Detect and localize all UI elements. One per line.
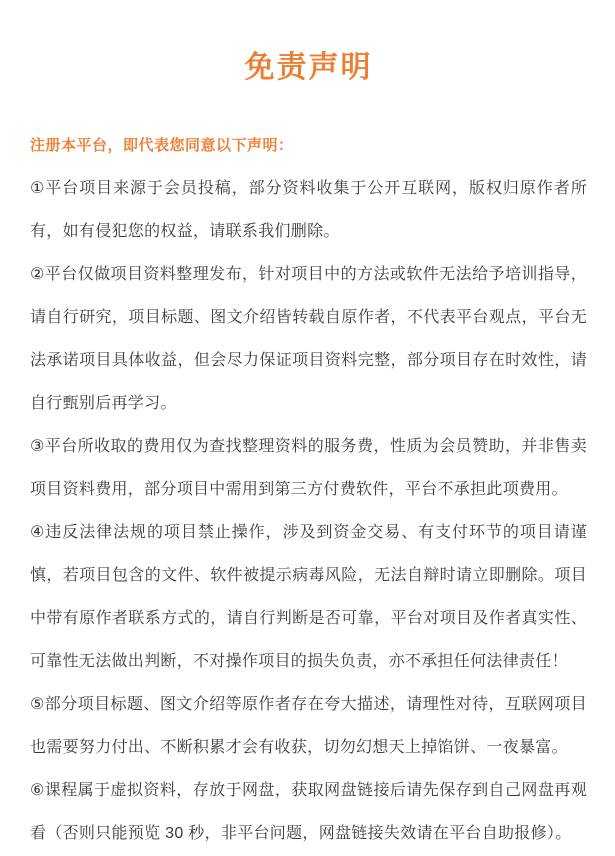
disclaimer-item-4: ④违反法律法规的项目禁止操作，涉及到资金交易、有支付环节的项目请谨慎，若项目包含的文件、软件被提示病毒风险，无法自辩时请立即删除。项目中带有原作者联系方式的，请自行判断是否可靠，平台对项目及作者真实性、可靠性无法做出判断，不对操作项目的损失负责，亦不承担任何法律责任！ <box>30 524 587 670</box>
disclaimer-item-1: ①平台项目来源于会员投稿，部分资料收集于公开互联网，版权归原作者所有，如有侵犯您的权益，请联系我们删除。 <box>30 180 587 240</box>
disclaimer-item-5: ⑤部分项目标题、图文介绍等原作者存在夸大描述，请理性对待，互联网项目也需要努力付出、不断积累才会有收获，切勿幻想天上掉馅饼、一夜暴富。 <box>30 696 587 756</box>
disclaimer-content <box>30 124 587 855</box>
disclaimer-item-3: ③平台所收取的费用仅为查找整理资料的服务费，性质为会员赞助，并非售卖项目资料费用，部分项目中需用到第三方付费软件，平台不承担此项费用。 <box>30 438 587 498</box>
intro-statement: 注册本平台，即代表您同意以下声明： <box>30 137 294 154</box>
page-title: 免责声明 <box>244 51 373 84</box>
disclaimer-item-6: ⑥课程属于虚拟资料，存放于网盘，获取网盘链接后请先保存到自己网盘再观看（否则只能预览 30 秒，非平台问题，网盘链接失效请在平台自助报修）。 <box>30 782 587 842</box>
disclaimer-item-2: ②平台仅做项目资料整理发布，针对项目中的方法或软件无法给予培训指导，请自行研究，项目标题、图文介绍皆转载自原作者，不代表平台观点，平台无法承诺项目具体收益，但会尽力保证项目资料完整，部分项目存在时效性，请自行甄别后再学习。 <box>30 266 587 412</box>
